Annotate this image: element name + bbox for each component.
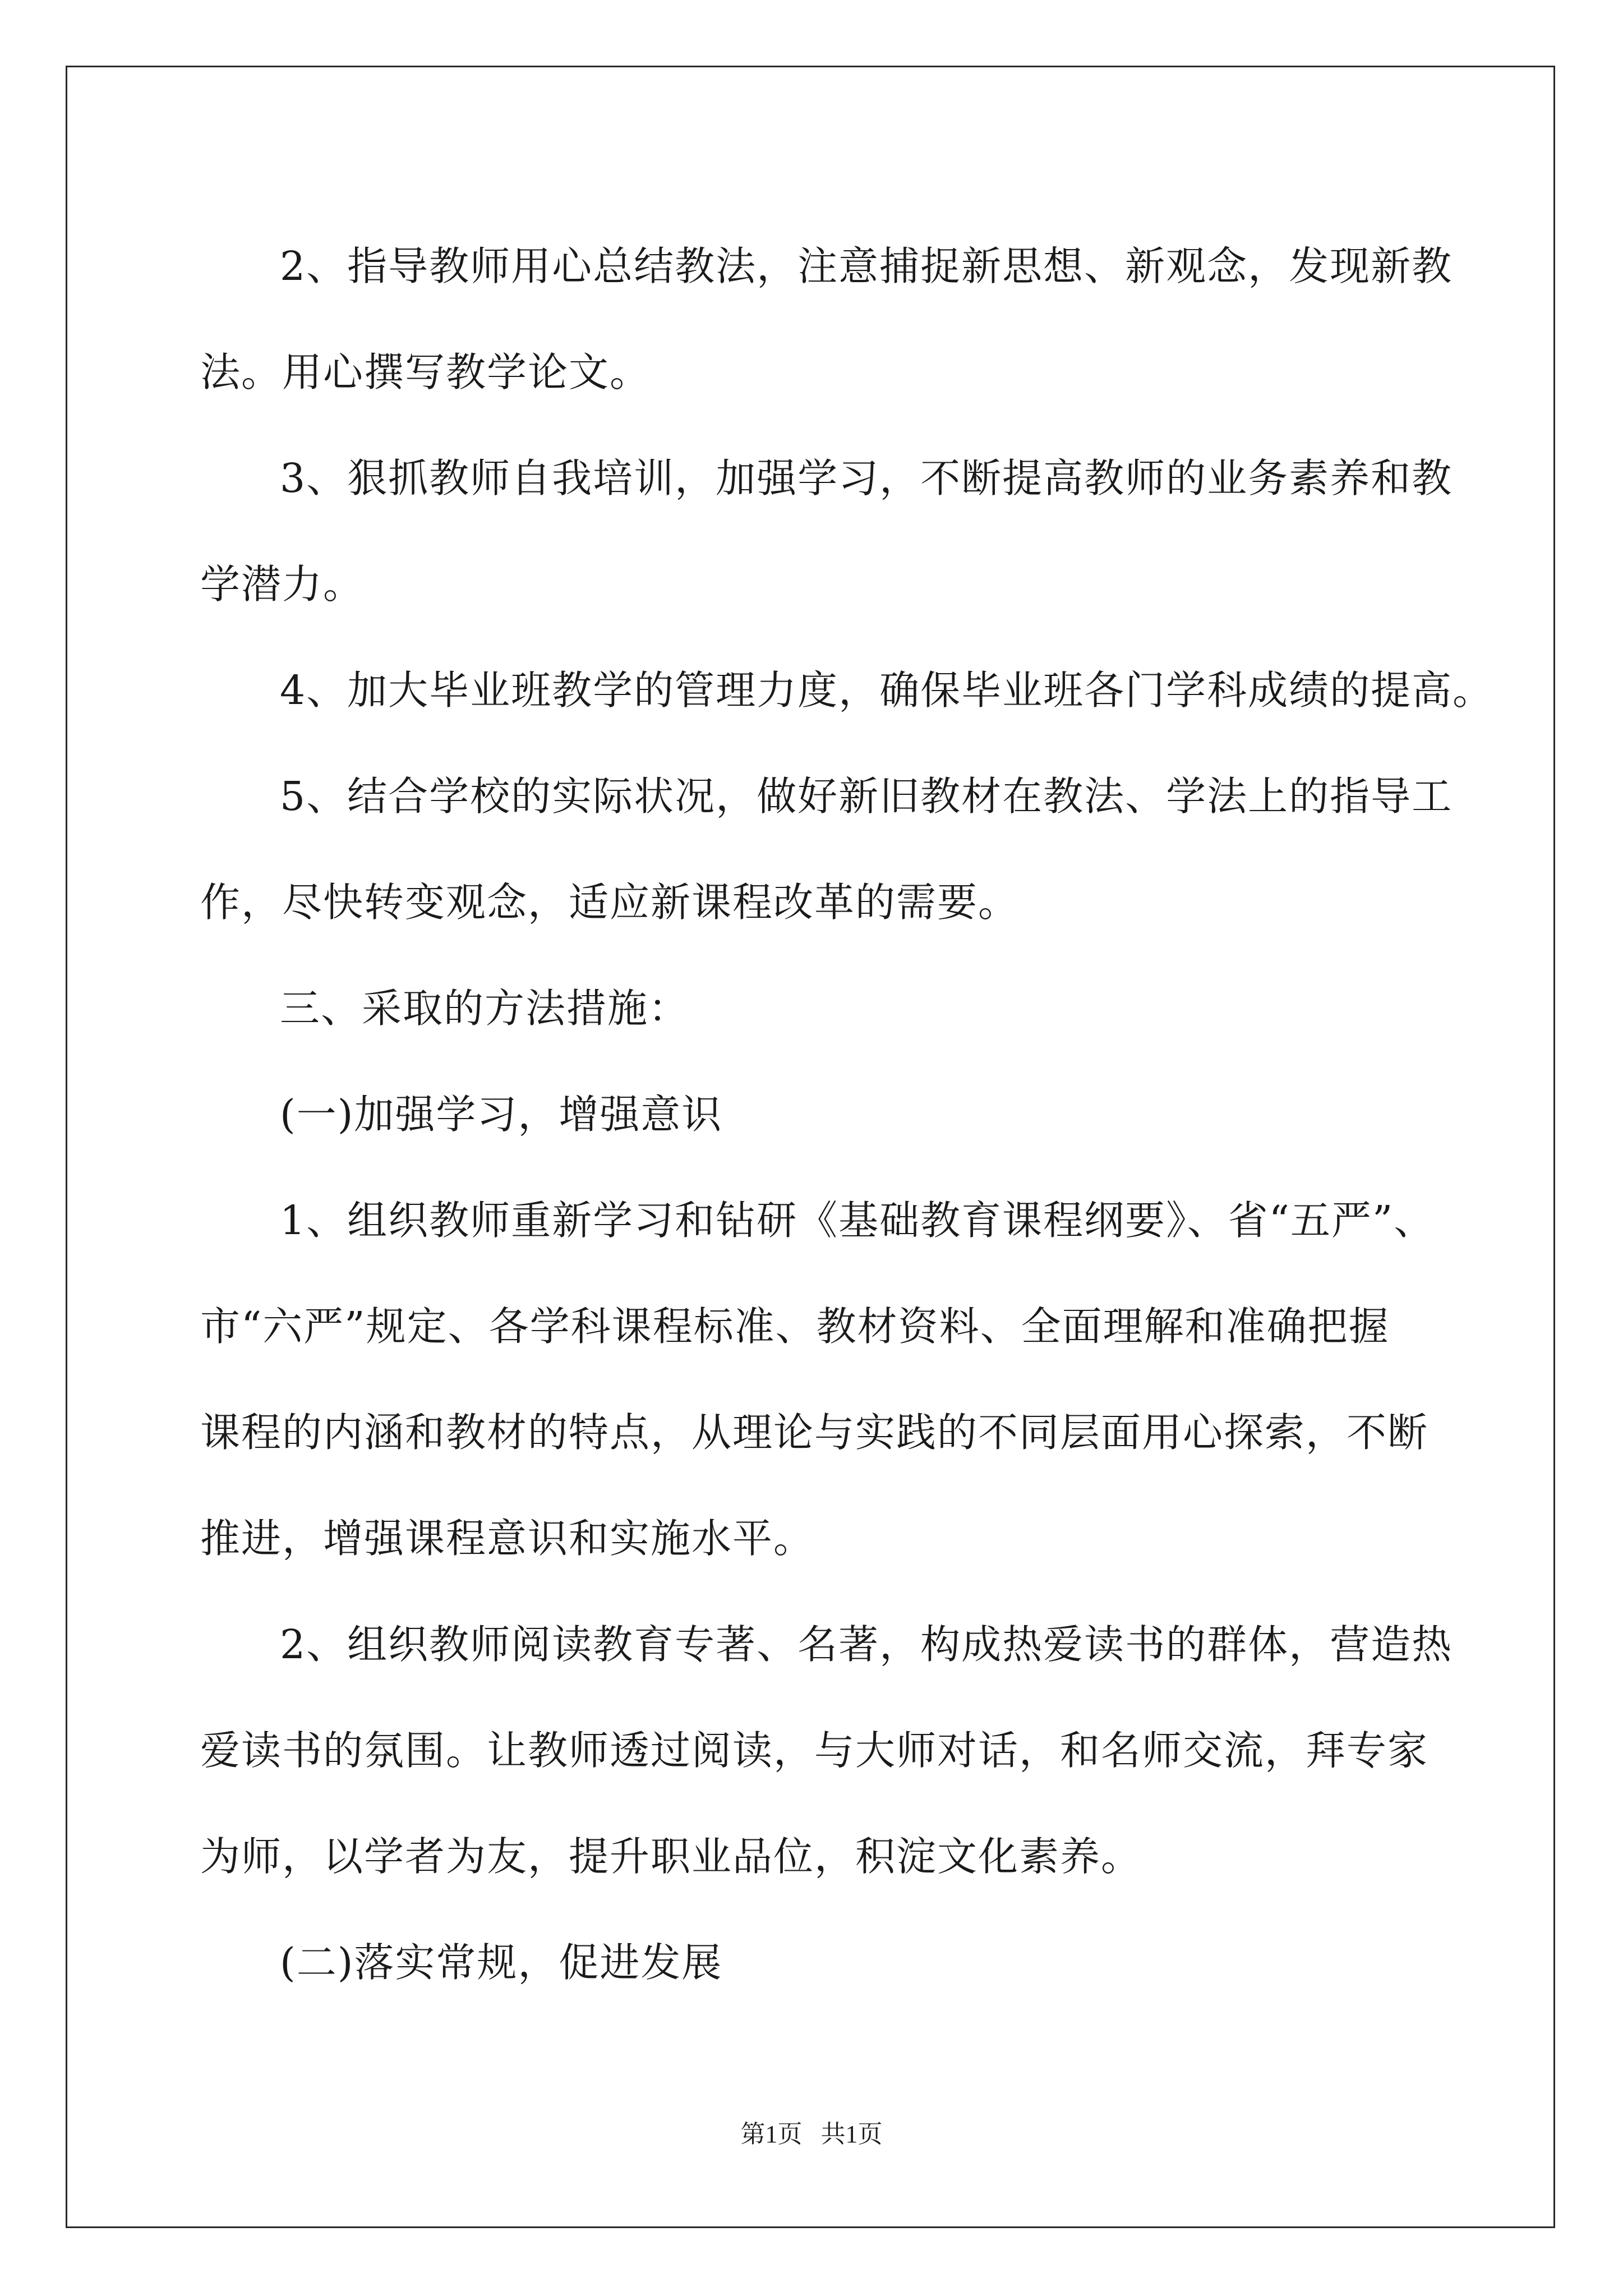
body-line: 学潜力。 <box>200 561 365 608</box>
page-number: 第1页 共1页 <box>740 2120 883 2148</box>
body-line: 2、指导教师用心总结教法，注意捕捉新思想、新观念，发现新教 <box>280 243 1453 289</box>
subsection-heading: (一)加强学习，增强意识 <box>280 1091 723 1138</box>
page-footer <box>0 2114 1623 2150</box>
body-line: 5、结合学校的实际状况，做好新旧教材在教法、学法上的指导工 <box>280 773 1453 820</box>
body-line: 法。用心撰写教学论文。 <box>200 349 651 395</box>
body-line: 2、组织教师阅读教育专著、名著，构成热爱读书的群体，营造热 <box>280 1621 1453 1668</box>
body-line: 为师，以学者为友，提升职业品位，积淀文化素养。 <box>200 1833 1142 1880</box>
body-line: 4、加大毕业班教学的管理力度，确保毕业班各门学科成绩的提高。 <box>280 667 1494 714</box>
body-line: 推进，增强课程意识和实施水平。 <box>200 1515 815 1562</box>
body-line: 1、组织教师重新学习和钻研《基础教育课程纲要》、省“五严”、 <box>280 1197 1435 1244</box>
section-heading: 三、采取的方法措施： <box>280 985 690 1032</box>
body-line: 作，尽快转变观念，适应新课程改革的需要。 <box>200 879 1020 926</box>
body-line: 市“六严”规定、各学科课程标准、教材资料、全面理解和准确把握 <box>200 1303 1390 1350</box>
body-line: 课程的内涵和教材的特点，从理论与实践的不同层面用心探索，不断 <box>200 1409 1429 1456</box>
document-body <box>200 213 1494 2016</box>
body-line: 爱读书的氛围。让教师透过阅读，与大师对话，和名师交流，拜专家 <box>200 1727 1429 1774</box>
body-line: 3、狠抓教师自我培训，加强学习，不断提高教师的业务素养和教 <box>280 455 1453 501</box>
subsection-heading: (二)落实常规，促进发展 <box>280 1939 723 1986</box>
